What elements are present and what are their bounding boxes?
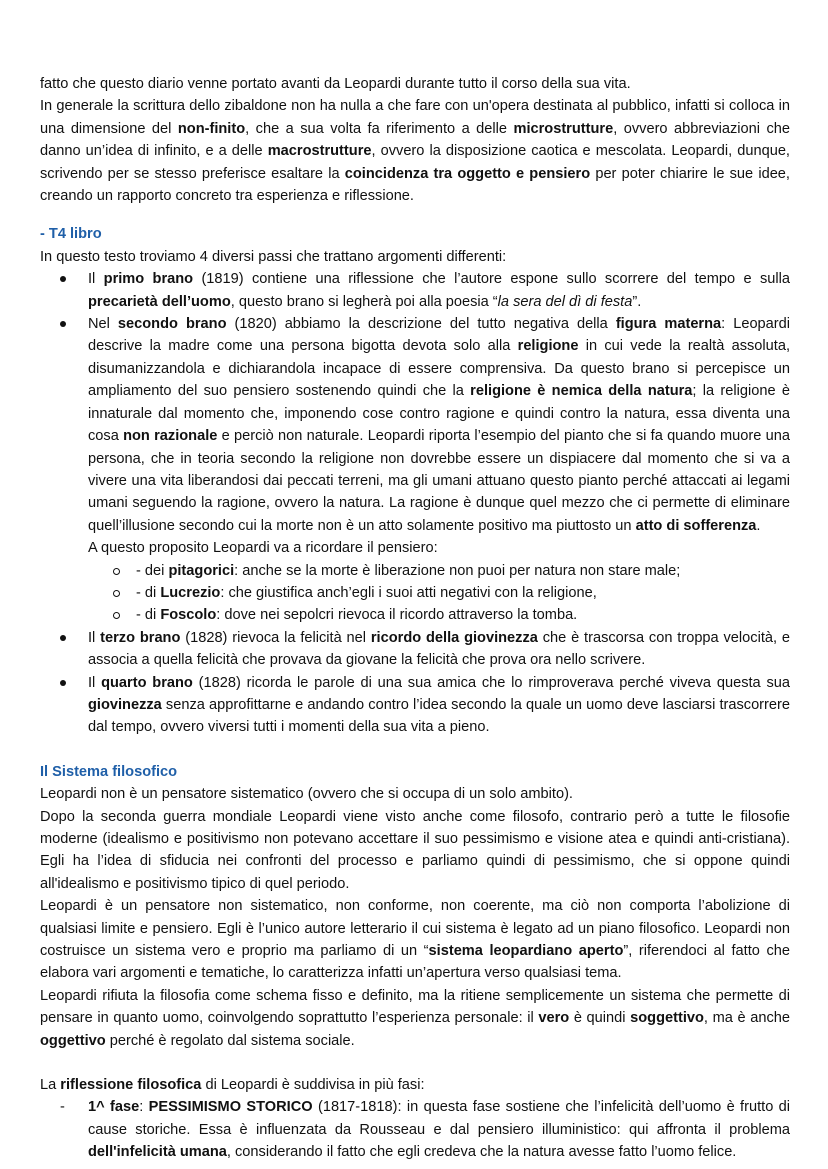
sistema-p2: Dopo la seconda guerra mondiale Leopardi viene visto anche come filosofo, contrario però a tutte le filosofie moderne (idealismo e positivismo non potevano accettare il suo pessimismo e visione atea e quindi anti-cristiana). Egli ha l’idea di sfiducia nei confronti del processo e parliamo quindi di pessimismo, che si oppone quindi all'idealismo e positivismo tipico di quel periodo. [40, 808, 790, 892]
pensatori-sublist [88, 560, 790, 627]
t4-brani-list-cont [40, 627, 790, 739]
list-item-secondo-brano: Nel secondo brano (1820) abbiamo la descrizione del tutto negativa della figura materna: Leopardi descrive la madre come una persona bigotta devota solo alla religione in cui vede la realtà assoluta, disumanizzandola e dichiarandola incapace di essere comprensiva. Da questo brano si percepisce un ampliamento del suo pensiero sostenendo quindi che la religione è nemica della natura; la religione è innaturale dal momento che, imponendo cose contro ragione e quindi contro la natura, essa diventa una cosa non razionale e perciò non naturale. Leopardi riporta l’esempio del pianto che si fa quando muore una persona, che in teoria secondo la religione non dovrebbe essere un dispiacere dal momento che si va a vivere una vita liberandosi dai peccati terreni, ma gli umani attuano questo pianto perché attaccati ai legami umani seguendo la ragione, ovvero la natura. La ragione è dunque quel mezzo che ci permette di eliminare quell’illusione secondo cui la morte non è un atto solamente positivo ma piuttosto un atto di sofferenza. A questo proposito Leopardi va a ricordare il pensiero: [40, 313, 790, 559]
circle-bullet-icon [113, 590, 120, 597]
bullet-icon [60, 680, 66, 686]
list-item-terzo-brano: Il terzo brano (1828) rievoca la felicità nel ricordo della giovinezza che è trascorsa con troppa velocità, e associa a quella felicità che provava da giovane la felicità che prova ora nello scrivere. [40, 627, 790, 672]
sub-item-foscolo: - di Foscolo: dove nei sepolcri rievoca il ricordo attraverso la tomba. [88, 604, 790, 626]
dash-bullet: - [60, 1099, 65, 1116]
t4-brani-list [40, 268, 790, 559]
document-page [40, 73, 790, 1164]
bullet-icon [60, 321, 66, 327]
t4-intro: In questo testo troviamo 4 diversi passi che trattano argomenti differenti: [40, 248, 507, 265]
sistema-p1: Leopardi non è un pensatore sistematico (ovvero che si occupa di un solo ambito). [40, 786, 573, 803]
intro-line: fatto che questo diario venne portato avanti da Leopardi durante tutto il corso della sua vita. [40, 76, 631, 92]
zibaldone-paragraph: In generale la scrittura dello zibaldone non ha nulla a che fare con un'opera destinata al pubblico, infatti si colloca in una dimensione del non-finito, che a sua volta fa riferimento a delle microstrutture, ovvero abbreviazioni che danno un’idea di infinito, e a delle macrostrutture, ovvero la disposizione caotica e mescolata. Leopardi, dunque, scrivendo per se stesso preferisce esaltare la coincidenza tra oggetto e pensiero per poter chiarire le sue idee, creando un rapporto concreto tra esperienza e riflessione. [40, 98, 791, 205]
list-item-primo-brano: Il primo brano (1819) contiene una riflessione che l’autore espone sullo scorrere del tempo e sulla precarietà dell’uomo, questo brano si legherà poi alla poesia “la sera del dì di festa”. [40, 268, 790, 313]
list-item-fase-1: - 1^ fase: PESSIMISMO STORICO (1817-1818): in questa fase sostiene che l’infelicità dell’uomo è frutto di cause storiche. Essa è influenzata da Rousseau e dal pensiero illuministico: qui affronta il problema dell'infelicità umana, considerando il fatto che egli credeva che la natura avesse fatto l’uomo felice. [40, 1096, 790, 1163]
riflessione-intro: La riflessione filosofica di Leopardi è suddivisa in più fasi: [40, 1077, 425, 1094]
sistema-p4: Leopardi rifiuta la filosofia come schema fisso e definito, ma la ritiene semplicemente un sistema che permette di pensare in quanto uomo, coinvolgendo soprattutto l’esperienza personale: il vero è quindi soggettivo, ma è anche oggettivo perché è regolato dal sistema sociale. [40, 987, 790, 1049]
circle-bullet-icon [113, 612, 120, 619]
bullet-icon [60, 635, 66, 641]
sistema-p3: Leopardi è un pensatore non sistematico, non conforme, non coerente, ma ciò non comporta l’abolizione di qualsiasi limite e pensiero. Egli è l’unico autore letterario il cui sistema è legato ad un piano filosofico. Leopardi non costruisce un sistema vero e proprio ma parliamo di un “sistema leopardiano aperto”, riferendoci al fatto che elabora vari argomenti e tematiche, lo caratterizza infatti un’apertura verso qualsiasi tema. [40, 898, 790, 982]
fasi-list [40, 1096, 790, 1163]
circle-bullet-icon [113, 568, 120, 575]
bullet-icon [60, 276, 66, 282]
section-heading-t4: - T4 libro [40, 226, 102, 243]
sub-item-pitagorici: - dei pitagorici: anche se la morte è liberazione non puoi per natura non stare male; [88, 560, 790, 582]
list-item-quarto-brano: Il quarto brano (1828) ricorda le parole di una sua amica che lo rimproverava perché viveva questa sua giovinezza senza approfittarne e andando contro l’idea secondo la quale un uomo deve lasciarsi trascorrere dal tempo, ovvero viversi tutti i momenti della sua vita a pieno. [40, 672, 790, 739]
section-heading-sistema: Il Sistema filosofico [40, 763, 178, 780]
secondo-brano-follow: A questo proposito Leopardi va a ricordare il pensiero: [88, 540, 438, 557]
sub-item-lucrezio: - di Lucrezio: che giustifica anch’egli i suoi atti negativi con la religione, [88, 582, 790, 604]
